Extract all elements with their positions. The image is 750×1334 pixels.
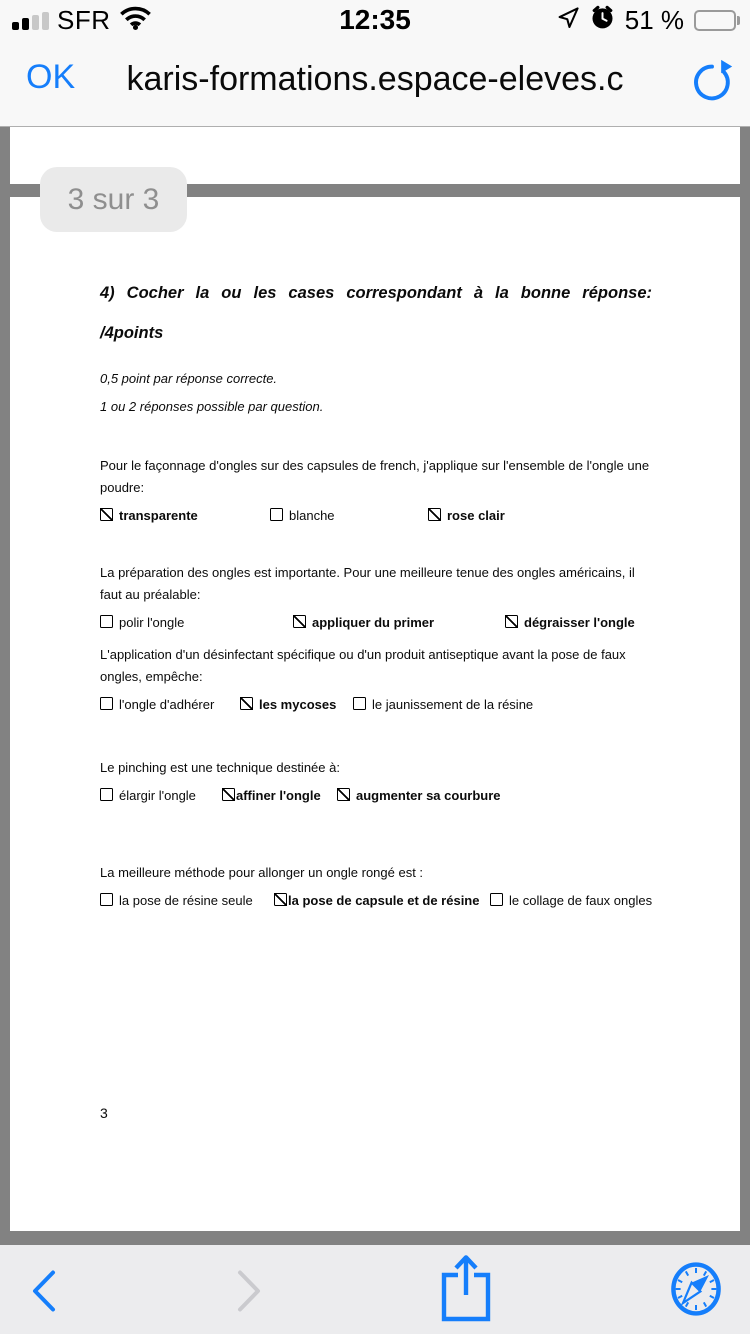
answer-option: affiner l'ongle (222, 785, 337, 807)
status-bar (0, 0, 750, 40)
alarm-clock-icon (590, 5, 615, 35)
checkbox-checked-icon (293, 615, 306, 628)
answer-option: rose clair (428, 505, 652, 527)
answers-note: 1 ou 2 réponses possible par question. (100, 399, 324, 414)
checkbox-unchecked-icon (100, 893, 113, 906)
answer-option: le jaunissement de la résine (353, 694, 652, 716)
question-text: La meilleure méthode pour allonger un ongle rongé est : (100, 865, 424, 880)
question-5 (100, 862, 652, 912)
answer-option: dégraisser l'ongle (505, 612, 652, 634)
page-number: 3 (100, 1105, 108, 1121)
checkbox-unchecked-icon (100, 788, 113, 801)
url-address-field[interactable]: karis-formations.espace-eleves.c (0, 60, 750, 99)
answer-option: appliquer du primer (293, 612, 505, 634)
forward-icon[interactable] (236, 1269, 263, 1316)
location-arrow-icon (556, 6, 580, 35)
answer-option: l'ongle d'adhérer (100, 694, 240, 716)
checkbox-unchecked-icon (100, 697, 113, 710)
question-text: L'application d'un désinfectant spécifique ou d'un produit antiseptique avant la pose de faux ongles, empêche: (100, 647, 626, 684)
battery-percent-label: 51 % (624, 4, 684, 35)
answer-option: transparente (100, 505, 270, 527)
battery-icon (694, 10, 740, 31)
question-text: Pour le façonnage d'ongles sur des capsules de french, j'applique sur l'ensemble de l'ongle une poudre: (100, 458, 650, 495)
browser-toolbar (0, 1245, 750, 1334)
back-icon[interactable] (30, 1269, 57, 1316)
question-2 (100, 562, 652, 634)
open-in-safari-icon[interactable] (668, 1261, 724, 1320)
question-section-title: 4) Cocher la ou les cases correspondant à la bonne réponse: /4points (100, 284, 652, 342)
checkbox-checked-icon (100, 508, 113, 521)
answer-option: blanche (270, 505, 428, 527)
checkbox-unchecked-icon (100, 615, 113, 628)
checkbox-checked-icon (505, 615, 518, 628)
pdf-page-3 (10, 197, 740, 1231)
checkbox-checked-icon (428, 508, 441, 521)
scoring-note: 0,5 point par réponse correcte. (100, 371, 278, 386)
checkbox-unchecked-icon (353, 697, 366, 710)
page-indicator-badge: 3 sur 3 (40, 167, 187, 232)
pdf-viewer[interactable] (0, 127, 750, 1245)
answer-option: élargir l'ongle (100, 785, 222, 807)
answer-option: augmenter sa courbure (337, 785, 652, 807)
checkbox-unchecked-icon (270, 508, 283, 521)
checkbox-checked-icon (274, 893, 287, 906)
answer-option: le collage de faux ongles (490, 890, 652, 912)
checkbox-checked-icon (240, 697, 253, 710)
answer-option: la pose de résine seule (100, 890, 274, 912)
clock-time: 12:35 (339, 4, 411, 35)
question-3 (100, 644, 652, 716)
carrier-label: SFR (57, 4, 111, 35)
question-1 (100, 455, 652, 527)
answer-option: les mycoses (240, 694, 353, 716)
question-text: La préparation des ongles est importante. Pour une meilleure tenue des ongles américains, il faut au préalable: (100, 565, 635, 602)
checkbox-checked-icon (337, 788, 350, 801)
checkbox-unchecked-icon (490, 893, 503, 906)
reload-icon[interactable] (690, 56, 734, 104)
answer-option: la pose de capsule et de résine (274, 890, 490, 912)
checkbox-checked-icon (222, 788, 235, 801)
answer-option: polir l'ongle (100, 612, 293, 634)
share-icon[interactable] (440, 1253, 492, 1326)
question-4 (100, 757, 652, 807)
question-text: Le pinching est une technique destinée à: (100, 760, 340, 775)
browser-url-bar (0, 40, 750, 127)
